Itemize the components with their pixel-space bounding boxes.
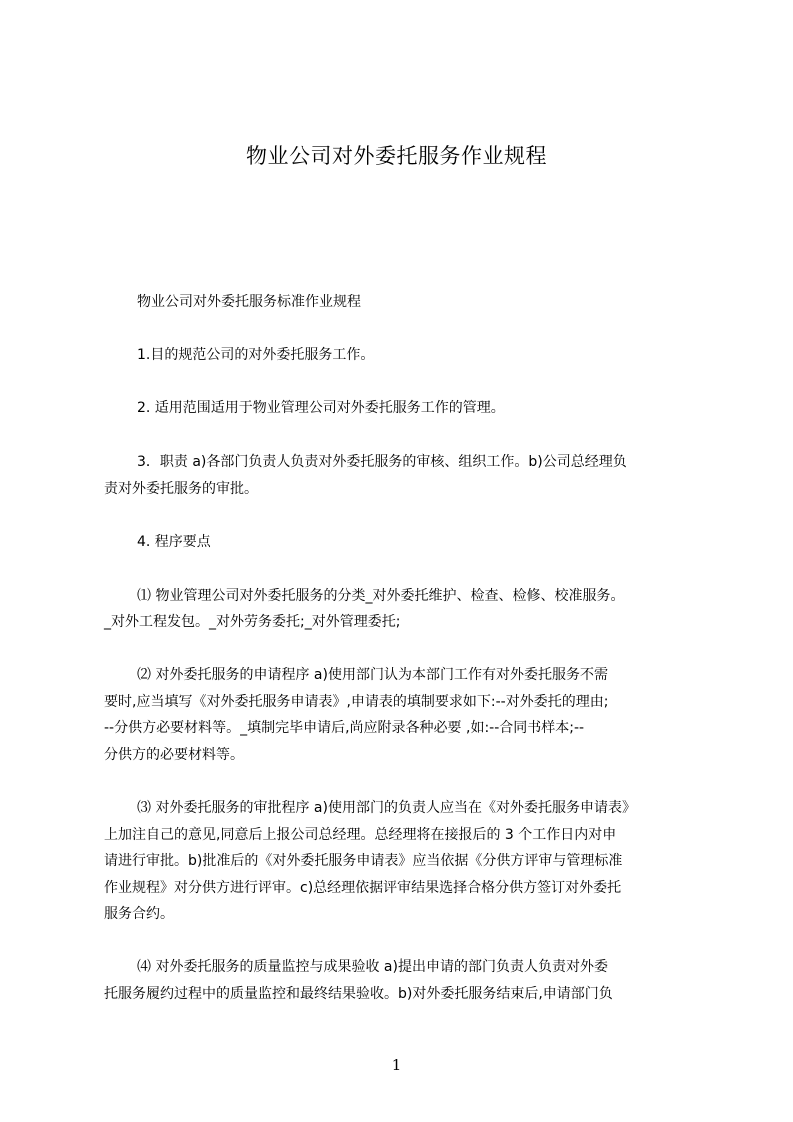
paragraph-line: ⑵ 对外委托服务的申请程序 a)使用部门认为本部门工作有对外委托服务不需 <box>137 667 608 683</box>
paragraph-line: 托服务履约过程中的质量监控和最终结果验收。b)对外委托服务结束后,申请部门负 <box>104 986 613 1002</box>
paragraph-line: 服务合约。 <box>104 906 174 922</box>
paragraph-line: 上加注自己的意见,同意后上报公司总经理。总经理将在接报后的 3 个工作日内对申 <box>104 827 617 843</box>
paragraph-line: ⑶ 对外委托服务的审批程序 a)使用部门的负责人应当在《对外委托服务申请表》 <box>137 800 636 816</box>
paragraph-line: 2. 适用范围适用于物业管理公司对外委托服务工作的管理。 <box>137 400 505 416</box>
paragraph-line: 1.目的规范公司的对外委托服务工作。 <box>137 347 375 363</box>
paragraph-line: 物业公司对外委托服务标准作业规程 <box>137 294 361 310</box>
paragraph-line: ⑷ 对外委托服务的质量监控与成果验收 a)提出申请的部门负责人负责对外委 <box>137 959 608 975</box>
paragraph-line: _对外工程发包。_对外劳务委托;_对外管理委托; <box>104 614 401 630</box>
document-title: 物业公司对外委托服务作业规程 <box>246 144 547 168</box>
page-number: 1 <box>391 1056 402 1074</box>
paragraph-line: 要时,应当填写《对外委托服务申请表》,申请表的填制要求如下:--对外委托的理由; <box>104 694 609 710</box>
paragraph-line: 请进行审批。b)批准后的《对外委托服务申请表》应当依据《分供方评审与管理标准 <box>104 853 623 869</box>
paragraph-line: 4. 程序要点 <box>137 534 211 550</box>
paragraph-line: ⑴ 物业管理公司对外委托服务的分类_对外委托维护、检查、检修、校准服务。 <box>137 588 625 604</box>
paragraph-line: 分供方的必要材料等。 <box>104 747 244 763</box>
paragraph-line: 责对外委托服务的审批。 <box>104 481 258 497</box>
paragraph-line: --分供方必要材料等。_填制完毕申请后,尚应附录各种必要 ,如:--合同书样本;-- <box>104 720 585 736</box>
paragraph-line: 3．职责 a)各部门负责人负责对外委托服务的审核、组织工作。b)公司总经理负 <box>137 454 627 470</box>
paragraph-line: 作业规程》对分供方进行评审。c)总经理依据评审结果选择合格分供方签订对外委托 <box>104 880 622 896</box>
